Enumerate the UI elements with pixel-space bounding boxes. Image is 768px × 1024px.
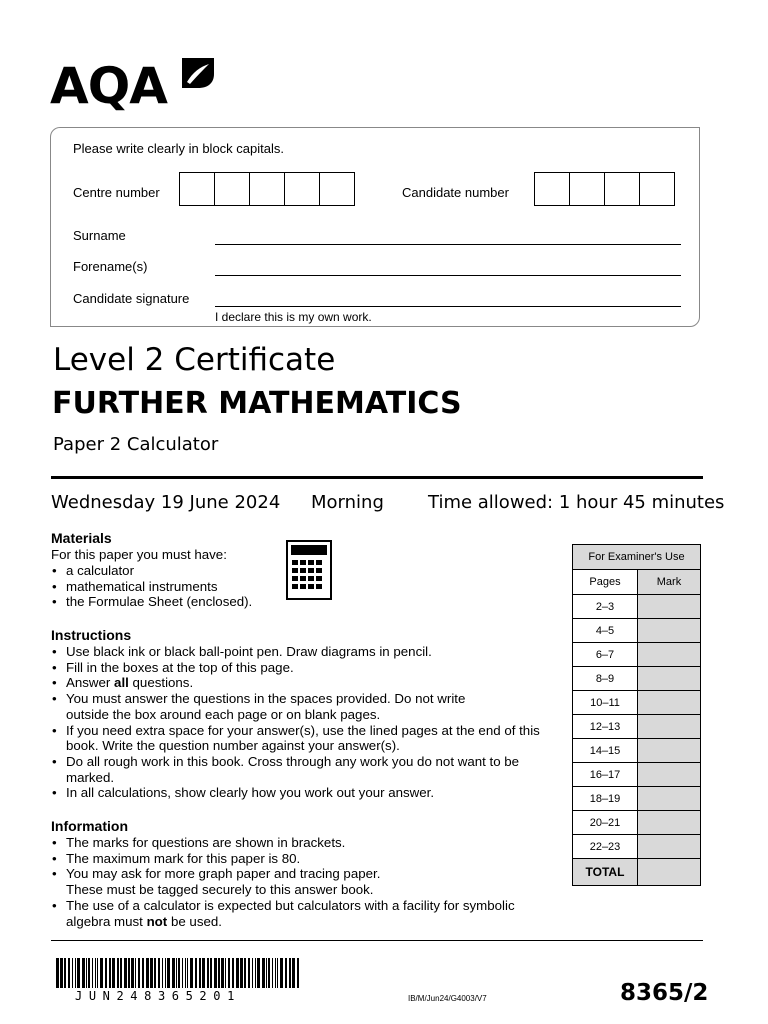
barcode-bar [262,958,265,988]
barcode-bar [146,958,149,988]
barcode-bar [240,958,243,988]
pages-cell: 2–3 [573,595,638,619]
document-reference: IB/M/Jun24/G4003/V7 [408,994,487,1003]
list-item: • mathematical instruments [51,579,291,595]
barcode-bar [120,958,122,988]
list-item: • You must answer the questions in the spaces provided. Do not write outside the box around each page or on blank pages. [51,691,551,722]
list-item: • The marks for questions are shown in brackets. [51,835,551,851]
exam-date: Wednesday 19 June 2024 [51,492,281,513]
pages-cell: 20–21 [573,811,638,835]
barcode-bar [109,958,111,988]
barcode-bar [236,958,239,988]
barcode-bar [199,958,201,988]
mark-cell [638,763,701,787]
list-item: • If you need extra space for your answer(s), use the lined pages at the end of this book. Write the question number against your answer(s). [51,723,551,754]
barcode-bar [68,958,70,988]
barcode-bar [162,958,163,988]
mark-cell [638,811,701,835]
barcode [56,958,300,988]
digit-box[interactable] [604,172,640,206]
barcode-bar [97,958,98,988]
aqa-leaf-icon [178,56,218,92]
surname-field[interactable] [215,244,681,245]
barcode-bar [60,958,63,988]
paper-code: 8365/2 [620,980,709,1006]
barcode-bar [167,958,170,988]
pages-cell: 22–23 [573,835,638,859]
mark-cell [638,643,701,667]
barcode-bar [289,958,291,988]
candidate-details-box [50,127,700,327]
mark-cell [638,835,701,859]
block-capitals-instruction: Please write clearly in block capitals. [73,141,284,156]
digit-box[interactable] [319,172,355,206]
list-item: • Fill in the boxes at the top of this page. [51,660,551,676]
barcode-bar [195,958,197,988]
materials-intro: For this paper you must have: [51,547,227,562]
pages-cell: 12–13 [573,715,638,739]
barcode-bar [100,958,103,988]
barcode-bar [185,958,186,988]
barcode-bar [292,958,295,988]
list-item: • Do all rough work in this book. Cross through any work you do not want to be marked. [51,754,551,785]
barcode-bar [218,958,220,988]
list-item: • Answer all questions. [51,675,551,691]
barcode-bar [228,958,230,988]
total-label: TOTAL [573,859,638,886]
pages-cell: 4–5 [573,619,638,643]
title-divider [51,476,703,479]
aqa-logo [50,58,220,114]
subject-title: FURTHER MATHEMATICS [52,386,462,421]
barcode-bar [131,958,134,988]
pages-cell: 6–7 [573,643,638,667]
barcode-bar [150,958,153,988]
barcode-bar [105,958,107,988]
logo-text: AQA [50,57,167,115]
barcode-bar [244,958,246,988]
digit-box[interactable] [249,172,285,206]
barcode-bar [138,958,140,988]
pages-cell: 8–9 [573,667,638,691]
mark-column-header: Mark [638,570,701,595]
barcode-bar [117,958,119,988]
barcode-bar [297,958,299,988]
barcode-bar [56,958,59,988]
barcode-bar [77,958,80,988]
forenames-field[interactable] [215,275,681,276]
barcode-bar [86,958,87,988]
barcode-bar [210,958,212,988]
barcode-bar [252,958,253,988]
barcode-bar [280,958,283,988]
barcode-bar [257,958,260,988]
candidate-number-boxes[interactable] [534,172,675,206]
list-item: • the Formulae Sheet (enclosed). [51,594,291,610]
barcode-bar [187,958,188,988]
barcode-bar [95,958,96,988]
list-item: • In all calculations, show clearly how you work out your answer. [51,785,551,801]
paper-title: Paper 2 Calculator [53,434,219,455]
barcode-bar [75,958,76,988]
pages-cell: 10–11 [573,691,638,715]
barcode-bar [255,958,256,988]
mark-cell [638,739,701,763]
digit-box[interactable] [534,172,570,206]
total-mark-cell [638,859,701,886]
mark-cell [638,619,701,643]
exam-session: Morning [311,492,384,513]
mark-cell [638,691,701,715]
pages-cell: 16–17 [573,763,638,787]
time-allowed: Time allowed: 1 hour 45 minutes [428,492,725,513]
barcode-bar [275,958,276,988]
mark-cell [638,667,701,691]
barcode-bar [124,958,127,988]
digit-box[interactable] [214,172,250,206]
signature-field[interactable] [215,306,681,307]
barcode-bar [172,958,175,988]
digit-box[interactable] [639,172,675,206]
examiner-use-table [572,544,701,886]
list-item: • Use black ink or black ball-point pen. Draw diagrams in pencil. [51,644,551,660]
information-heading: Information [51,818,128,834]
barcode-bar [158,958,160,988]
barcode-bar [207,958,209,988]
candidate-number-label: Candidate number [402,185,509,200]
pages-column-header: Pages [573,570,638,595]
list-item: • The use of a calculator is expected but calculators with a facility for symbolic algebra must not be used. [51,898,551,929]
barcode-bar [135,958,136,988]
centre-number-label: Centre number [73,185,160,200]
barcode-bar [112,958,115,988]
barcode-bar [248,958,250,988]
instructions-heading: Instructions [51,627,132,643]
pages-cell: 14–15 [573,739,638,763]
barcode-bar [154,958,156,988]
barcode-bar [190,958,193,988]
barcode-bar [221,958,224,988]
digit-box[interactable] [284,172,320,206]
instructions-list [51,644,551,801]
list-item: • You may ask for more graph paper and tracing paper. These must be tagged securely to this answer book. [51,866,551,897]
calculator-icon [286,540,332,600]
barcode-text: JUN248365201 [75,989,241,1003]
mark-cell [638,595,701,619]
barcode-bar [277,958,278,988]
declaration-text: I declare this is my own work. [215,310,372,324]
surname-label: Surname [73,228,126,243]
digit-box[interactable] [569,172,605,206]
barcode-bar [82,958,85,988]
barcode-bar [64,958,66,988]
digit-box[interactable] [179,172,215,206]
barcode-bar [285,958,287,988]
barcode-bar [165,958,166,988]
barcode-bar [232,958,234,988]
pages-cell: 18–19 [573,787,638,811]
barcode-bar [72,958,73,988]
barcode-bar [142,958,144,988]
barcode-bar [178,958,180,988]
barcode-bar [214,958,217,988]
barcode-bar [176,958,177,988]
signature-label: Candidate signature [73,291,190,306]
barcode-bar [92,958,93,988]
footer-divider [51,940,703,941]
examiner-table-title: For Examiner's Use [573,545,701,570]
centre-number-boxes[interactable] [179,172,355,206]
materials-heading: Materials [51,530,112,546]
barcode-bar [268,958,270,988]
materials-list [51,563,291,610]
list-item: • The maximum mark for this paper is 80. [51,851,551,867]
mark-cell [638,715,701,739]
barcode-bar [202,958,205,988]
barcode-bar [225,958,226,988]
information-list [51,835,551,929]
forenames-label: Forename(s) [73,259,148,274]
list-item: • a calculator [51,563,291,579]
mark-cell [638,787,701,811]
barcode-bar [88,958,90,988]
barcode-bar [182,958,183,988]
barcode-bar [266,958,267,988]
barcode-bar [272,958,273,988]
barcode-bar [128,958,130,988]
qualification-level: Level 2 Certificate [53,342,336,378]
